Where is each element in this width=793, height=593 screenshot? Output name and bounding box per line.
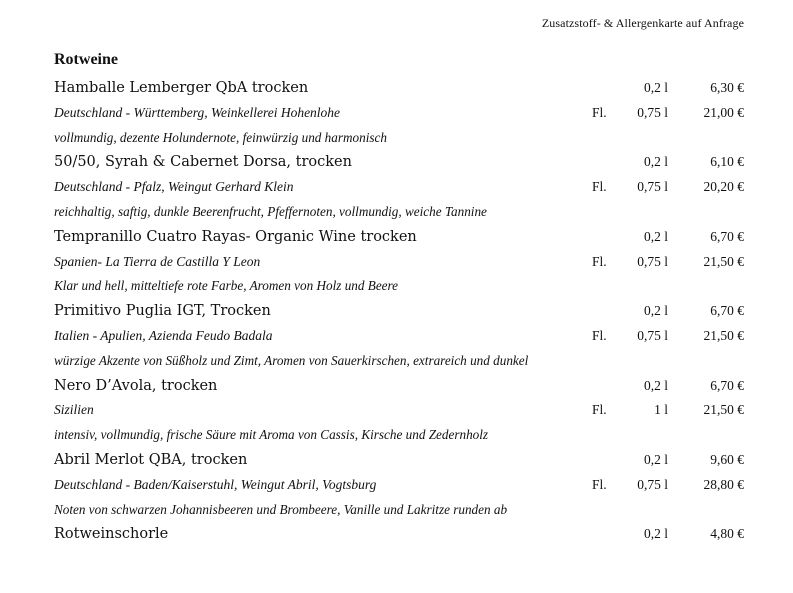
bottle-price: 21,50 € xyxy=(703,327,744,343)
wine-entry xyxy=(54,299,744,373)
glass-volume: 0,2 l xyxy=(643,154,668,170)
glass-price: 6,70 € xyxy=(710,303,744,319)
wine-description: würzige Akzente von Süßholz und Zimt, Aromen von Sauerkirschen, extrareich und dunkel xyxy=(54,352,529,368)
wine-name: Tempranillo Cuatro Rayas- Organic Wine trocken xyxy=(54,228,417,245)
glass-price: 6,70 € xyxy=(710,228,744,244)
wine-origin: Deutschland - Baden/Kaiserstuhl, Weingut Abril, Vogtsburg xyxy=(54,476,377,492)
wine-entry xyxy=(54,76,744,150)
bottle-volume: 0,75 l xyxy=(637,476,668,492)
bottle-label: Fl. xyxy=(592,476,607,492)
wine-name: Hamballe Lemberger QbA trocken xyxy=(54,80,309,96)
wine-description: intensiv, vollmundig, frische Säure mit Aroma von Cassis, Kirsche und Zedernholz xyxy=(54,427,489,443)
wine-description: Noten von schwarzen Johannisbeeren und Brombeere, Vanille und Lakritze runden ab xyxy=(54,501,508,517)
bottle-price: 21,50 € xyxy=(703,402,744,418)
bottle-label: Fl. xyxy=(592,179,607,195)
schorle-volume: 0,2 l xyxy=(643,526,668,542)
wine-name: Nero D’Avola, trocken xyxy=(54,377,218,394)
wine-origin: Sizilien xyxy=(54,402,94,418)
bottle-label: Fl. xyxy=(592,402,607,418)
wine-origin: Italien - Apulien, Azienda Feudo Badala xyxy=(54,327,273,343)
wine-list xyxy=(54,76,744,547)
bottle-price: 20,20 € xyxy=(703,179,744,195)
bottle-price: 21,50 € xyxy=(703,253,744,269)
wine-entry xyxy=(54,448,744,522)
glass-volume: 0,2 l xyxy=(643,80,668,95)
wine-origin: Deutschland - Württemberg, Weinkellerei Hohenlohe xyxy=(54,104,341,120)
bottle-label: Fl. xyxy=(592,104,607,120)
allergen-note: Zusatzstoff- & Allergenkarte auf Anfrage xyxy=(541,16,744,30)
wine-origin: Spanien- La Tierra de Castilla Y Leon xyxy=(54,253,261,269)
wine-name: 50/50, Syrah & Cabernet Dorsa, trocken xyxy=(54,154,352,171)
glass-price: 6,70 € xyxy=(710,377,744,393)
schorle-price: 4,80 € xyxy=(710,526,744,542)
glass-price: 6,10 € xyxy=(710,154,744,170)
bottle-price: 21,00 € xyxy=(703,104,744,120)
wine-name: Abril Merlot QBA, trocken xyxy=(54,451,248,468)
wine-description: reichhaltig, saftig, dunkle Beerenfrucht, Pfeffernoten, vollmundig, weiche Tannine xyxy=(54,203,487,219)
section-heading: Rotweine xyxy=(54,51,118,68)
bottle-volume: 1 l xyxy=(654,402,668,418)
bottle-label: Fl. xyxy=(592,327,607,343)
bottle-volume: 0,75 l xyxy=(637,104,668,120)
glass-volume: 0,2 l xyxy=(643,377,668,393)
wine-entry xyxy=(54,225,744,299)
wine-origin: Deutschland - Pfalz, Weingut Gerhard Klein xyxy=(54,179,294,195)
bottle-volume: 0,75 l xyxy=(637,327,668,343)
wine-name: Primitivo Puglia IGT, Trocken xyxy=(54,303,271,320)
glass-volume: 0,2 l xyxy=(643,303,668,319)
glass-price: 6,30 € xyxy=(710,80,744,95)
glass-volume: 0,2 l xyxy=(643,228,668,244)
wine-description: vollmundig, dezente Holundernote, feinwürzig und harmonisch xyxy=(54,129,387,145)
wine-entry xyxy=(54,150,744,224)
glass-price: 9,60 € xyxy=(710,451,744,467)
schorle-entry xyxy=(54,522,744,547)
bottle-volume: 0,75 l xyxy=(637,253,668,269)
bottle-volume: 0,75 l xyxy=(637,179,668,195)
schorle-name: Rotweinschorle xyxy=(54,526,169,543)
wine-entry xyxy=(54,374,744,448)
bottle-label: Fl. xyxy=(592,253,607,269)
glass-volume: 0,2 l xyxy=(643,451,668,467)
wine-description: Klar und hell, mitteltiefe rote Farbe, Aromen von Holz und Beere xyxy=(54,278,399,294)
bottle-price: 28,80 € xyxy=(703,476,744,492)
